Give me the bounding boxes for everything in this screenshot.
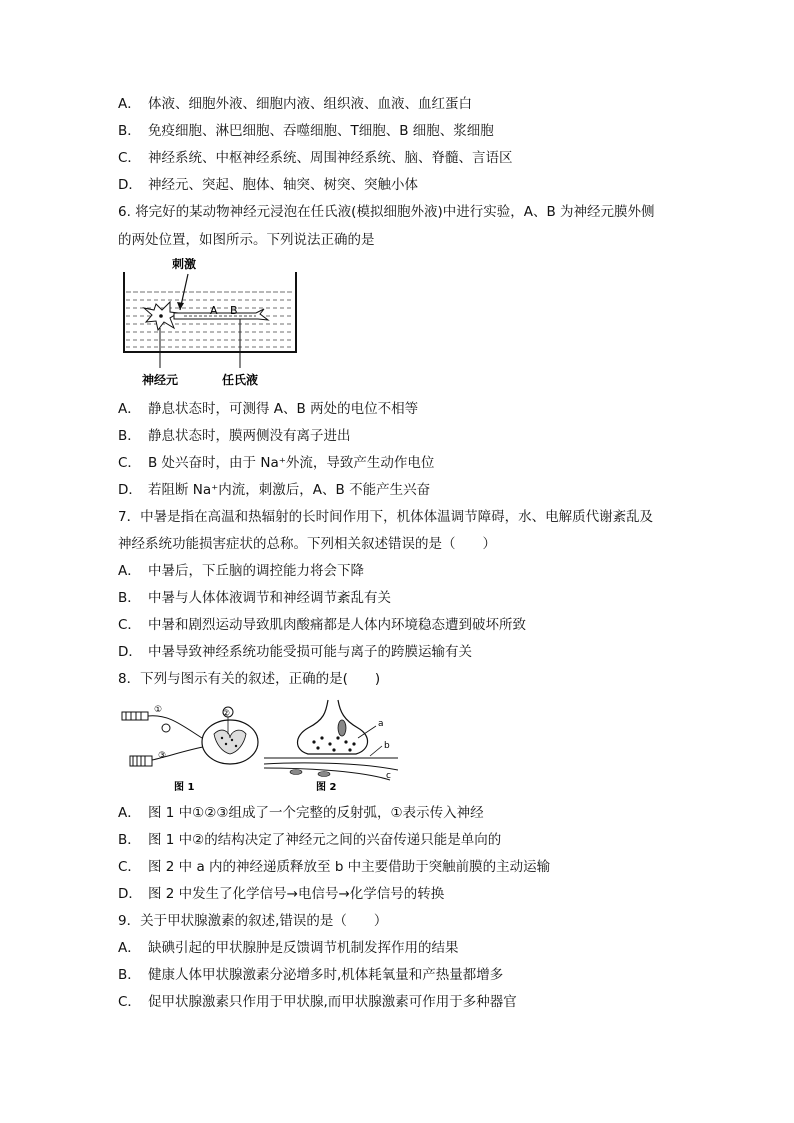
option-letter: A． (118, 805, 141, 821)
option-letter: B． (118, 590, 141, 606)
q5-option-c (118, 148, 513, 168)
option-letter: B． (118, 832, 141, 848)
postsynaptic-membrane (264, 763, 398, 770)
nucleus (159, 314, 163, 318)
label-a: a (378, 719, 384, 729)
option-text: 静息状态时，可测得 A、B 两处的电位不相等 (148, 401, 419, 417)
option-letter: D． (118, 177, 142, 193)
option-text: 中暑与人体体液调节和神经调节紊乱有关 (148, 590, 391, 606)
afferent-nerve (148, 716, 202, 738)
option-letter: A． (118, 563, 141, 579)
q5-option-a (118, 94, 472, 114)
option-text: 健康人体甲状腺激素分泌增多时,机体耗氧量和产热量都增多 (148, 967, 504, 983)
option-text: 图 2 中发生了化学信号→电信号→化学信号的转换 (148, 886, 445, 902)
label-b: b (384, 741, 390, 751)
q6-stem-line2: 的两处位置，如图所示。下列说法正确的是 (118, 232, 375, 248)
option-letter: A． (118, 401, 141, 417)
q6-option-d (118, 480, 430, 500)
option-text: 缺碘引起的甲状腺肿是反馈调节机制发挥作用的结果 (148, 940, 459, 956)
q8-option-d (118, 884, 444, 904)
mark-2: ② (222, 709, 231, 719)
option-text: 中暑后，下丘脑的调控能力将会下降 (148, 563, 364, 579)
mark-3: ③ (158, 751, 167, 761)
q5-option-d (118, 175, 418, 195)
option-letter: C． (118, 455, 141, 471)
option-letter: B． (118, 967, 141, 983)
option-text: 中暑和剧烈运动导致肌肉酸痛都是人体内环境稳态遭到破坏所致 (148, 617, 526, 633)
q5-option-b (118, 121, 494, 141)
option-letter: D． (118, 482, 142, 498)
q6-figure (118, 258, 308, 394)
q8-stem: 8．下列与图示有关的叙述，正确的是( ) (118, 671, 381, 687)
q7-stem-line2: 神经系统功能损害症状的总称。下列相关叙述错误的是（ ） (118, 536, 496, 552)
q8-option-a (118, 803, 484, 823)
label-stimulus: 刺激 (172, 258, 197, 271)
label-neuron: 神经元 (142, 373, 179, 387)
option-text: 图 2 中 a 内的神经递质释放至 b 中主要借助于突触前膜的主动运输 (148, 859, 551, 875)
q8-figure (118, 698, 398, 798)
neuron-tank-diagram (118, 258, 308, 390)
q7-option-c (118, 615, 526, 635)
option-text: 免疫细胞、淋巴细胞、吞噬细胞、T细胞、B 细胞、浆细胞 (148, 123, 494, 139)
option-text: 神经系统、中枢神经系统、周围神经系统、脑、脊髓、言语区 (148, 150, 513, 166)
q7-option-a (118, 561, 364, 581)
option-text: 促甲状腺激素只作用于甲状腺,而甲状腺激素可作用于多种器官 (148, 994, 517, 1010)
option-letter: B． (118, 123, 141, 139)
q9-option-a (118, 938, 459, 958)
option-letter: C． (118, 150, 141, 166)
option-text: 图 1 中①②③组成了一个完整的反射弧，①表示传入神经 (148, 805, 484, 821)
q9-option-b (118, 965, 503, 985)
q8-option-b (118, 830, 501, 850)
receptor-icon (122, 712, 148, 720)
option-text: 中暑导致神经系统功能受损可能与离子的跨膜运输有关 (148, 644, 472, 660)
q8-option-c (118, 857, 550, 877)
fig1-caption: 图 1 (174, 782, 195, 793)
option-text: 神经元、突起、胞体、轴突、树突、突触小体 (148, 177, 418, 193)
q7-stem-line1: 7．中暑是指在高温和热辐射的长时间作用下，机体体温调节障碍，水、电解质代谢紊乱及 (118, 509, 654, 525)
presynaptic-terminal (298, 700, 368, 754)
q7-option-d (118, 642, 472, 662)
reflex-synapse-diagram (118, 698, 398, 794)
q9-option-c (118, 992, 517, 1012)
option-text: 静息状态时，膜两侧没有离子进出 (148, 428, 351, 444)
option-letter: A． (118, 940, 141, 956)
effector-icon (130, 756, 152, 766)
mitochondrion (338, 720, 346, 736)
label-solution: 任氏液 (222, 373, 259, 387)
option-letter: C． (118, 994, 141, 1010)
option-text: 若阻断 Na⁺内流，刺激后，A、B 不能产生兴奋 (148, 482, 431, 498)
option-text: 图 1 中②的结构决定了神经元之间的兴奋传递只能是单向的 (148, 832, 502, 848)
option-letter: D． (118, 886, 142, 902)
label-a: A (210, 304, 218, 317)
option-letter: B． (118, 428, 141, 444)
fig2-caption: 图 2 (316, 782, 337, 793)
mark-1: ① (154, 705, 163, 715)
q6-stem-line1: 6. 将完好的某动物神经元浸泡在任氏液(模拟细胞外液)中进行实验，A、B 为神经元膜外侧 (118, 204, 655, 220)
label-b: B (230, 304, 238, 317)
q6-option-c (118, 453, 434, 473)
q9-stem: 9．关于甲状腺激素的叙述,错误的是（ ） (118, 913, 388, 929)
option-letter: C． (118, 617, 141, 633)
label-c: c (386, 771, 391, 781)
ganglion (162, 724, 170, 732)
option-text: B 处兴奋时，由于 Na⁺外流，导致产生动作电位 (148, 455, 435, 471)
q7-option-b (118, 588, 391, 608)
q6-option-a (118, 399, 418, 419)
q6-option-b (118, 426, 351, 446)
axon (174, 309, 268, 320)
option-letter: D． (118, 644, 142, 660)
option-letter: C． (118, 859, 141, 875)
option-letter: A． (118, 96, 141, 112)
option-text: 体液、细胞外液、细胞内液、组织液、血液、血红蛋白 (148, 96, 472, 112)
